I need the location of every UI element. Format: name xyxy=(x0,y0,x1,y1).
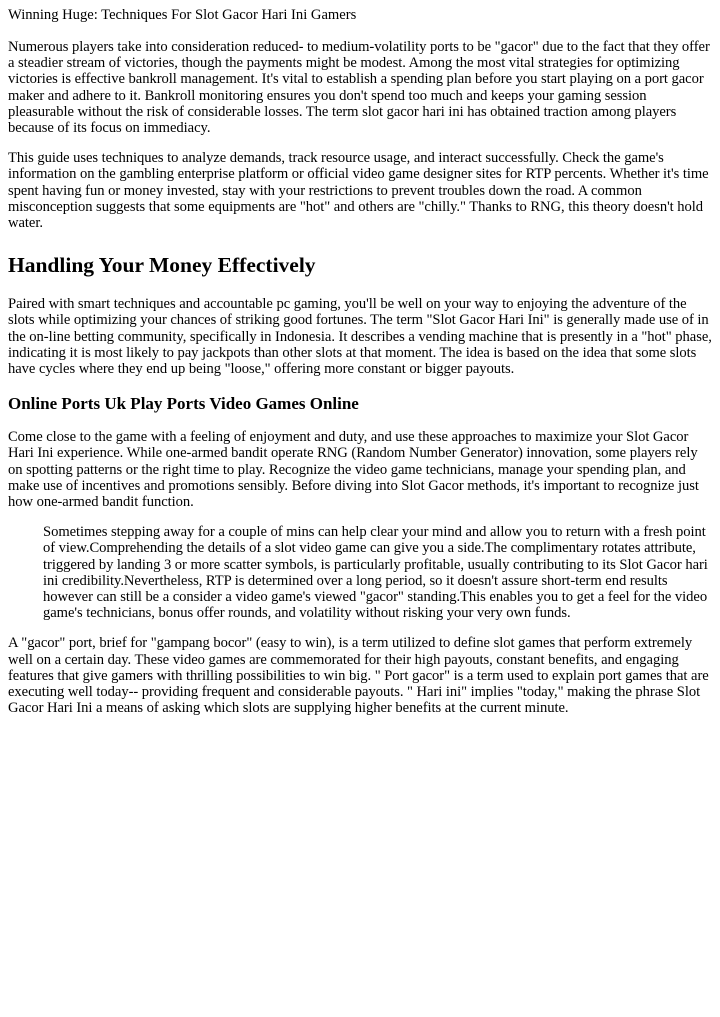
intro-paragraph-2: This guide uses techniques to analyze demands, track resource usage, and interact successfully. Check the game's information on the gambling enterprise platform or official video game designer sites for RTP percents. Whether it's time spent having fun or money invested, stay with your restrictions to prevent troubles down the road. A common misconception suggests that some equipments are "hot" and others are "chilly." Thanks to RNG, this theory doesn't hold water. xyxy=(8,150,709,232)
intro-paragraph-1: Numerous players take into consideration reduced- to medium-volatility ports to be "gacor" due to the fact that they offer a steadier stream of victories, though the payments might be modest. Among the most vital strategies for optimizing victories is effective bankroll management. It's vital to establish a spending plan before you start playing on a port gacor maker and adhere to it. Bankroll monitoring ensures you don't spend too much and keeps your gaming session pleasurable without the risk of considerable losses. The term slot gacor hari ini has obtained traction among players because of its focus on immediacy. xyxy=(8,39,710,137)
closing-paragraph: A "gacor" port, brief for "gampang bocor" (easy to win), is a term utilized to define slot games that perform extremely well on a certain day. These video games are commemorated for their high payouts, constant benefits, and engaging features that give gamers with thrilling possibilities to win big. " Port gacor" is a term used to explain port games that are executing well today-- providing frequent and considerable payouts. " Hari ini" implies "today," making the phrase Slot Gacor Hari Ini a means of asking which slots are supplying higher benefits at the current minute. xyxy=(8,635,709,717)
section-heading-online-ports: Online Ports Uk Play Ports Video Games Online xyxy=(8,394,359,414)
quote-block xyxy=(43,524,712,621)
section-paragraph-money: Paired with smart techniques and accountable pc gaming, you'll be well on your way to enjoying the adventure of the slots while optimizing your chances of striking good fortunes. The term "Slot Gacor Hari Ini" is generally made use of in the on-line betting community, specifically in Indonesia. It describes a vending machine that is presently in a "hot" phase, indicating it is most likely to pay jackpots than other slots at that moment. The idea is based on the idea that some slots have cycles where they end up being "loose," offering more constant or bigger payouts. xyxy=(8,296,712,378)
section-paragraph-online-ports: Come close to the game with a feeling of enjoyment and duty, and use these approaches to maximize your Slot Gacor Hari Ini experience. While one-armed bandit operate RNG (Random Number Generator) innovation, some players rely on spotting patterns or the right time to play. Recognize the video game technicians, manage your spending plan, and make use of incentives and promotions sensibly. Before diving into Slot Gacor methods, it's important to recognize just how one-armed bandit function. xyxy=(8,429,699,511)
section-heading-money: Handling Your Money Effectively xyxy=(8,253,316,278)
quote-text: Sometimes stepping away for a couple of mins can help clear your mind and allow you to return with a fresh point of view.Comprehending the details of a slot video game can give you a side.The complimentary rotates attribute, triggered by landing 3 or more scatter symbols, is particularly profitable, usually contributing to its Slot Gacor hari ini credibility.Nevertheless, RTP is determined over a long period, so it doesn't assure short-term end results however can still be a consider a video game's viewed "gacor" standing.This enables you to get a feel for the video game's technicians, bonus offer rounds, and volatility without risking your very own funds. xyxy=(43,524,708,622)
page-title: Winning Huge: Techniques For Slot Gacor Hari Ini Gamers xyxy=(8,7,357,23)
